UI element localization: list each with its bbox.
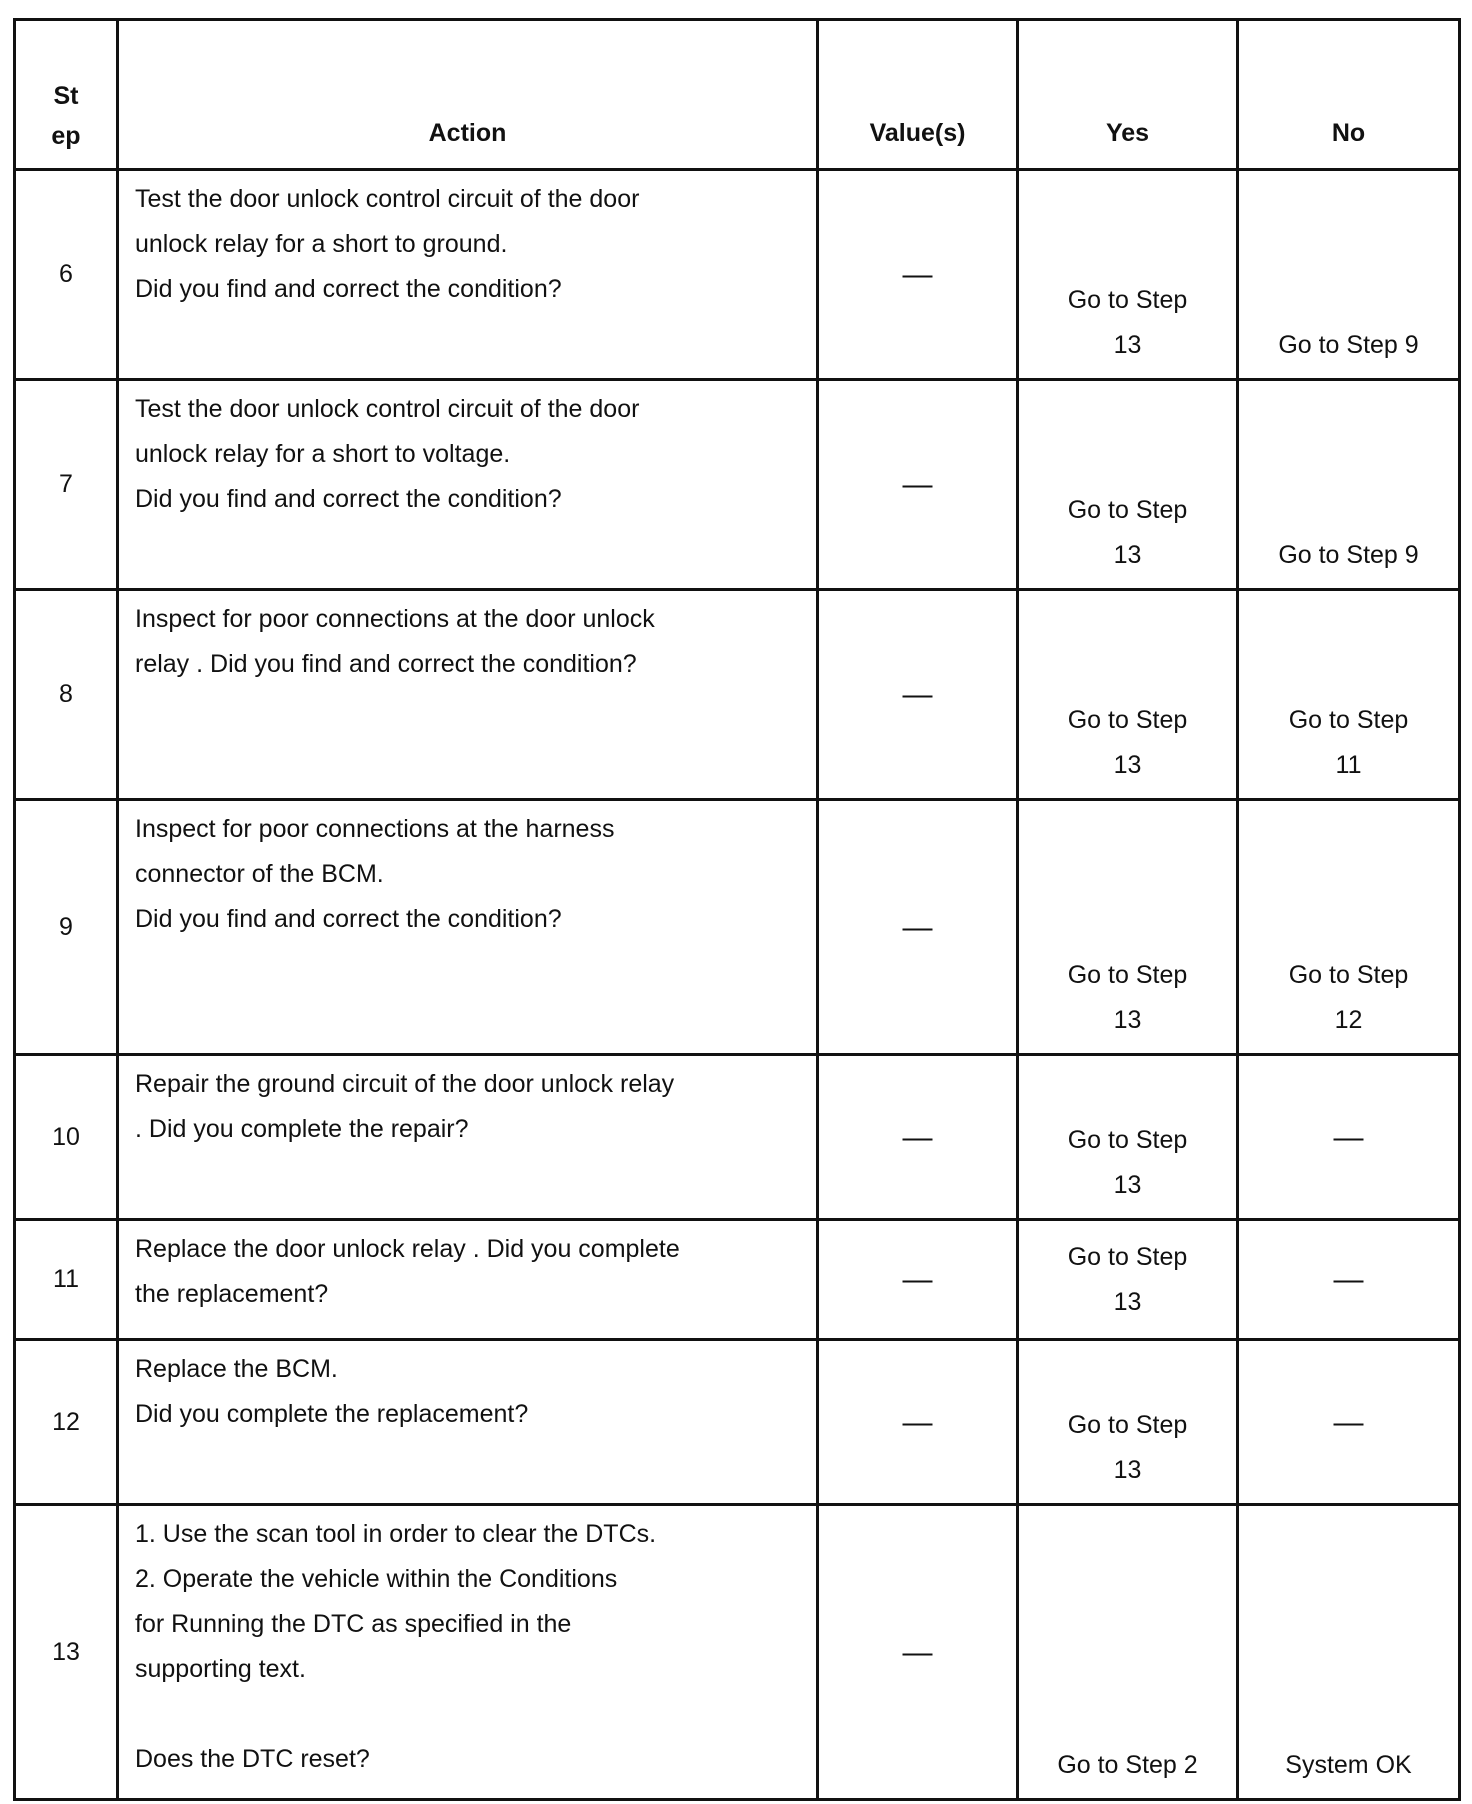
step-number: 6 [15,170,118,380]
yes-line: Go to Step [1067,1126,1188,1154]
value-cell: — [818,800,1018,1055]
yes-cell [1018,1055,1238,1220]
no-line: Go to Step 9 [1278,331,1419,359]
action-line: the replacement? [135,1280,329,1308]
table-row [15,170,1460,380]
no-line: — [1333,1120,1364,1154]
no-line: 12 [1334,1006,1363,1034]
action-cell [118,1505,818,1800]
action-line: for Running the DTC as specified in the [135,1610,572,1638]
yes-line: Go to Step [1067,496,1188,524]
no-cell [1238,1505,1460,1800]
yes-cell [1018,380,1238,590]
value-cell: — [818,1505,1018,1800]
action-line: 2. Operate the vehicle within the Conditions [135,1565,618,1593]
action-line: Repair the ground circuit of the door unlock relay [135,1070,675,1098]
diagnostic-table [13,18,1461,1801]
action-line: Did you find and correct the condition? [135,905,562,933]
action-line: connector of the BCM. [135,860,384,888]
action-line: Inspect for poor connections at the harness [135,815,615,843]
no-line: Go to Step 9 [1278,541,1419,569]
table-row [15,590,1460,800]
action-line: Replace the door unlock relay . Did you complete [135,1235,680,1263]
step-number: 12 [15,1340,118,1505]
no-cell [1238,590,1460,800]
value-cell: — [818,380,1018,590]
action-line: unlock relay for a short to ground. [135,230,508,258]
yes-cell [1018,1340,1238,1505]
value-cell: — [818,1055,1018,1220]
no-line: System OK [1285,1751,1412,1779]
action-line: Did you find and correct the condition? [135,485,562,513]
table-row [15,1220,1460,1340]
action-line: supporting text. [135,1655,306,1683]
no-cell [1238,380,1460,590]
value-cell: — [818,1220,1018,1340]
action-line: 1. Use the scan tool in order to clear the DTCs. [135,1520,657,1548]
action-line: Inspect for poor connections at the door unlock [135,605,655,633]
yes-cell [1018,800,1238,1055]
action-line: Test the door unlock control circuit of the door [135,395,640,423]
action-line: . Did you complete the repair? [135,1115,469,1143]
step-number: 7 [15,380,118,590]
table-row [15,1340,1460,1505]
yes-line: Go to Step [1067,1411,1188,1439]
table-row [15,1055,1460,1220]
action-line: Did you complete the replacement? [135,1400,529,1428]
action-line: Test the door unlock control circuit of the door [135,185,640,213]
no-cell [1238,1340,1460,1505]
action-line: unlock relay for a short to voltage. [135,440,511,468]
step-number: 10 [15,1055,118,1220]
yes-line: 13 [1113,1456,1142,1484]
yes-line: Go to Step 2 [1057,1751,1198,1779]
no-cell [1238,170,1460,380]
value-cell: — [818,170,1018,380]
action-line: Replace the BCM. [135,1355,338,1383]
yes-line: Go to Step [1067,961,1188,989]
action-cell [118,170,818,380]
table-row [15,380,1460,590]
no-line: — [1333,1263,1364,1296]
action-line: Does the DTC reset? [135,1745,370,1773]
action-cell [118,1220,818,1340]
header-no: No [1238,20,1460,170]
action-line: relay . Did you find and correct the condition? [135,650,637,678]
action-cell [118,380,818,590]
header-values: Value(s) [818,20,1018,170]
yes-line: 13 [1113,1287,1142,1316]
yes-line: Go to Step [1067,286,1188,314]
no-cell [1238,1055,1460,1220]
action-cell [118,1055,818,1220]
value-cell: — [818,1340,1018,1505]
no-line: 11 [1335,751,1362,779]
action-cell [118,800,818,1055]
yes-cell [1018,590,1238,800]
yes-line: 13 [1113,331,1142,359]
yes-line: 13 [1113,1006,1142,1034]
no-line: — [1333,1405,1364,1439]
action-line [135,1692,804,1737]
action-cell [118,590,818,800]
no-cell [1238,800,1460,1055]
header-row [15,20,1460,170]
yes-cell [1018,1220,1238,1340]
no-cell [1238,1220,1460,1340]
table-row [15,1505,1460,1800]
table-row [15,800,1460,1055]
yes-cell [1018,1505,1238,1800]
yes-line: Go to Step [1067,1242,1188,1271]
no-line: Go to Step [1288,706,1409,734]
step-number: 9 [15,800,118,1055]
action-line: Did you find and correct the condition? [135,275,562,303]
header-action: Action [118,20,818,170]
yes-line: Go to Step [1067,706,1188,734]
header-step: St ep [15,20,118,170]
yes-line: 13 [1113,541,1142,569]
step-number: 8 [15,590,118,800]
no-line: Go to Step [1288,961,1409,989]
yes-line: 13 [1113,1171,1142,1199]
step-number: 11 [15,1220,118,1340]
header-yes: Yes [1018,20,1238,170]
yes-line: 13 [1113,751,1142,779]
yes-cell [1018,170,1238,380]
action-cell [118,1340,818,1505]
value-cell: — [818,590,1018,800]
step-number: 13 [15,1505,118,1800]
